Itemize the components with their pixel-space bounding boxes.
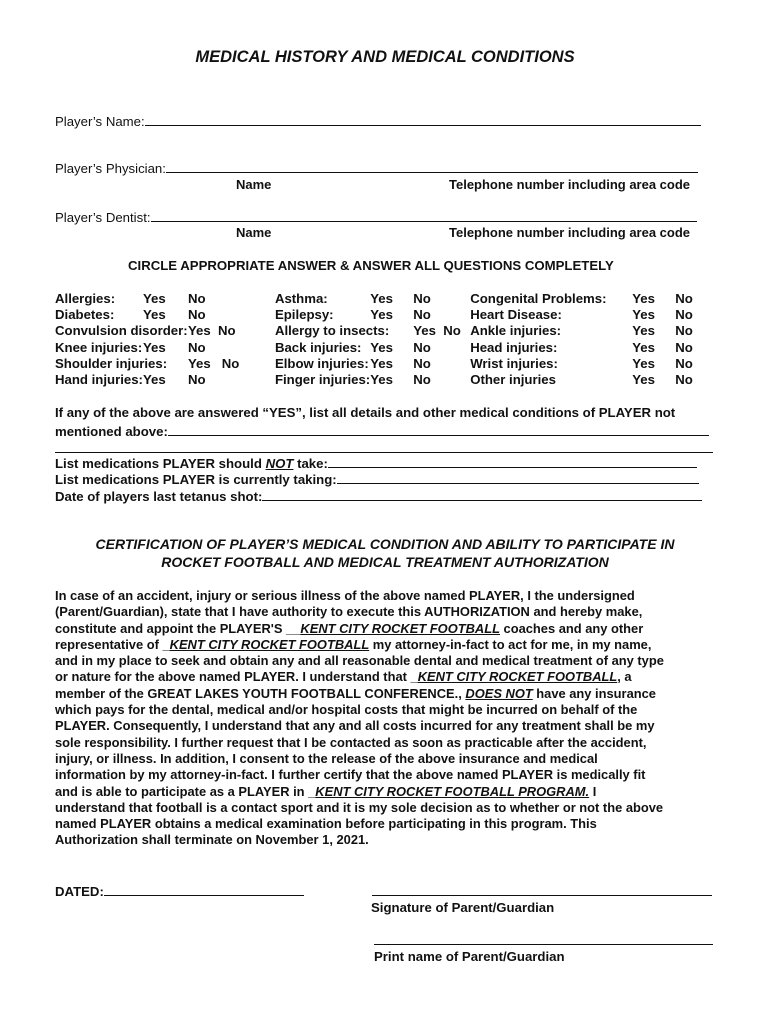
condition-label: Wrist injuries: [470,355,558,371]
table-row [55,355,693,371]
meds-not-take-suffix: take: [297,456,328,471]
mentioned-above-line[interactable] [168,422,709,436]
not-emphasis: NOT [265,456,294,471]
yes-option[interactable]: Yes [632,323,655,339]
paragraph-line: named PLAYER obtains a medical examination before participating in this program. This [55,816,597,832]
yes-option[interactable]: Yes [370,306,393,322]
paragraph-line: (Parent/Guardian), state that I have authority to execute this AUTHORIZATION and hereby make, [55,604,643,620]
yes-option[interactable]: Yes [142,306,166,322]
details-instruction: If any of the above are answered “YES”, list all details and other medical conditions of PLAYER not [55,405,676,420]
condition-label: Congenital Problems: [470,290,607,306]
no-option[interactable]: No [675,355,693,371]
yes-option[interactable]: Yes [632,355,655,371]
physician-line[interactable] [166,159,698,173]
yes-option[interactable]: Yes [632,372,655,388]
table-row [55,339,693,355]
paragraph-line [55,686,725,702]
no-option[interactable]: No [675,372,693,388]
condition-label: Knee injuries: [55,339,143,355]
no-option[interactable]: No [187,290,206,306]
paragraph-line [55,669,725,685]
no-option[interactable]: No [675,290,693,306]
org-name: KENT CITY ROCKET FOOTBALL [169,636,370,652]
no-option[interactable]: No [675,339,693,355]
yes-option[interactable]: Yes [632,290,655,306]
no-option[interactable]: No [413,372,431,388]
dentist-phone-caption: Telephone number including area code [449,225,691,240]
yes-option[interactable]: Yes [187,323,211,339]
authorization-paragraph [55,588,725,849]
condition-label: Convulsion disorder: [55,323,188,339]
yes-option[interactable]: Yes [142,290,166,306]
table-row [55,306,693,322]
paragraph-line: Authorization shall terminate on November 1, 2021. [55,832,369,848]
paragraph-text: I [589,783,597,799]
paragraph-line: which pays for the dental, medical and/or hospital costs that might be incurred on behalf of the [55,702,638,718]
meds-taking-field [55,470,699,487]
condition-label: Shoulder injuries: [55,355,168,371]
condition-label: Other injuries [470,372,556,388]
program-name: KENT CITY ROCKET FOOTBALL PROGRAM. [315,783,590,799]
paragraph-line: information by my attorney-in-fact. I further certify that the above named PLAYER is medically fit [55,767,646,783]
condition-label: Finger injuries: [274,372,371,388]
tetanus-line[interactable] [262,487,702,501]
condition-label: Heart Disease: [470,306,562,322]
certification-heading-line2: ROCKET FOOTBALL AND MEDICAL TREATMENT AUTHORIZATION [161,554,609,570]
condition-label: Allergy to insects: [274,323,390,339]
paragraph-line: injury, or illness. In addition, I consent to the release of the above insurance and medical [55,750,598,766]
yes-no-pair [413,323,470,339]
paragraph-text: member of the GREAT LAKES YOUTH FOOTBALL CONFERENCE., [55,685,466,701]
yes-option[interactable]: Yes [142,339,166,355]
no-option[interactable]: No [675,323,693,339]
org-name: KENT CITY ROCKET FOOTBALL [417,669,618,685]
no-option[interactable]: No [413,290,431,306]
paragraph-text: have any insurance [532,685,656,701]
does-not-emphasis: DOES NOT [465,685,533,701]
yes-option[interactable]: Yes [632,306,655,322]
org-name: KENT CITY ROCKET FOOTBALL [300,620,500,636]
table-row [55,290,693,306]
condition-label: Diabetes: [55,306,115,322]
condition-label: Elbow injuries: [274,355,369,371]
player-name-line[interactable] [145,112,701,126]
no-option[interactable]: No [187,372,206,388]
dated-line[interactable] [104,882,304,896]
tetanus-field [55,487,702,504]
paragraph-text: and is able to participate as a PLAYER in _ [55,783,316,799]
print-name-caption: Print name of Parent/Guardian [374,949,565,964]
no-option[interactable]: No [675,306,693,322]
meds-not-take-label: List medications PLAYER should [55,456,262,471]
dentist-name-caption: Name [236,225,272,240]
meds-not-take-field [55,454,697,471]
yes-option[interactable]: Yes [187,355,211,371]
paragraph-text: coaches and any other [499,620,644,636]
dated-label: DATED: [55,884,104,899]
yes-option[interactable]: Yes [142,372,166,388]
no-option[interactable]: No [187,306,206,322]
paragraph-text: representative of _ [55,636,170,652]
condition-label: Hand injuries: [55,372,143,388]
conditions-table [55,290,693,388]
condition-label: Allergies: [55,290,116,306]
condition-label: Head injuries: [470,339,558,355]
no-option[interactable]: No [221,355,240,371]
signature-line[interactable] [372,895,712,896]
mentioned-above-label: mentioned above: [55,424,168,439]
paragraph-line: PLAYER. Consequently, I understand that any and all costs incurred for any treatment shall be my [55,718,655,734]
no-option[interactable]: No [413,355,431,371]
yes-option[interactable]: Yes [632,339,655,355]
paragraph-line: and in my place to seek and obtain any and all reasonable dental and medical treatment of any type [55,653,664,669]
yes-option[interactable]: Yes [370,355,393,371]
dentist-field [55,208,697,225]
yes-option[interactable]: Yes [370,372,393,388]
no-option[interactable]: No [187,339,206,355]
paragraph-line: sole responsibility. I further request that I be contacted as soon as practicable after the accident, [55,734,647,750]
paragraph-line: In case of an accident, injury or serious illness of the above named PLAYER, I the undersigned [55,588,635,603]
paragraph-text: or nature for the above named PLAYER. I understand that _ [55,669,418,685]
yes-no-pair [188,355,275,371]
certification-heading-line1: CERTIFICATION OF PLAYER’S MEDICAL CONDITION AND ABILITY TO PARTICIPATE IN [95,536,675,552]
yes-option[interactable]: Yes [413,323,436,339]
dated-field [55,882,304,899]
paragraph-line [55,784,725,800]
yes-option[interactable]: Yes [370,290,393,306]
instruction-text: CIRCLE APPROPRIATE ANSWER & ANSWER ALL QUESTIONS COMPLETELY [128,258,614,273]
condition-label: Back injuries: [274,339,362,355]
paragraph-text: constitute and appoint the PLAYER'S __ [55,620,301,636]
no-option[interactable]: No [413,339,431,355]
no-option[interactable]: No [443,323,461,339]
dentist-label: Player’s Dentist: [55,210,151,225]
signature-caption: Signature of Parent/Guardian [371,900,555,915]
meds-not-take-line[interactable] [328,454,697,468]
no-option[interactable]: No [218,323,236,339]
yes-no-pair [188,323,275,339]
meds-taking-label: List medications PLAYER is currently taking: [55,472,337,487]
yes-option[interactable]: Yes [370,339,393,355]
table-row [55,371,693,387]
paragraph-line [55,621,725,637]
tetanus-label: Date of players last tetanus shot: [55,489,263,504]
physician-phone-caption: Telephone number including area code [449,177,691,192]
no-option[interactable]: No [413,306,431,322]
condition-label: Ankle injuries: [470,323,562,339]
details-extra-line[interactable] [55,452,713,453]
print-name-line[interactable] [374,944,713,945]
player-name-label: Player’s Name: [55,114,145,129]
page-title: MEDICAL HISTORY AND MEDICAL CONDITIONS [195,48,575,66]
dentist-line[interactable] [151,208,697,222]
player-name-field [55,112,701,129]
physician-label: Player’s Physician: [55,161,166,176]
paragraph-text: , a [617,669,632,685]
condition-label: Epilepsy: [274,306,334,322]
table-row [55,323,693,339]
mentioned-above-field [55,422,709,439]
physician-field [55,159,698,176]
paragraph-text: my attorney-in-fact to act for me, in my name, [369,636,652,652]
paragraph-line: understand that football is a contact sport and it is my sole decision as to whether or not the above [55,799,664,815]
physician-name-caption: Name [236,177,272,192]
paragraph-line [55,637,725,653]
condition-label: Asthma: [274,290,328,306]
meds-taking-line[interactable] [337,470,699,484]
